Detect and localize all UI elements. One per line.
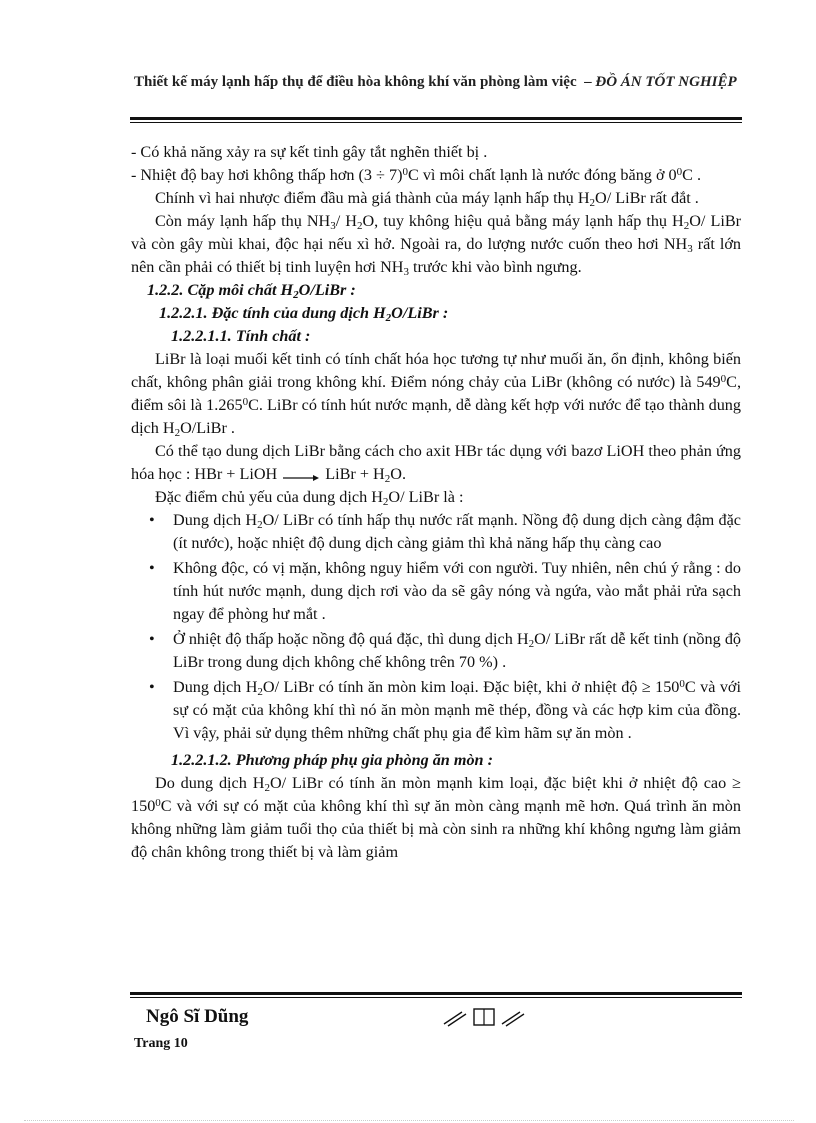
page-body bbox=[131, 141, 741, 864]
paragraph: Còn máy lạnh hấp thụ $NH_3/$ $H_2O$, tuy không hiệu quả bằng máy lạnh hấp thụ $H_2O/$ LiBr và còn gây mùi khai, độc hại nếu xì hở. Ngoài ra, do lượng nước cuốn theo hơi $NH_3$ rất lớn nên cần phải có thiết bị tinh luyện hơi $NH_3$ trước khi vào bình ngưng. bbox=[131, 212, 742, 278]
header-rule bbox=[130, 117, 742, 123]
paragraph: - Nhiệt độ bay hơi không thấp hơn $(3 \div 7)^0C$ vì môi chất lạnh là nước đóng băng ở $0^0C$ . bbox=[131, 166, 702, 184]
header-suffix: ĐỒ ÁN TỐT NGHIỆP bbox=[595, 74, 737, 90]
header-title: Thiết kế máy lạnh hấp thụ để điều hòa không khí văn phòng làm việc bbox=[134, 74, 577, 90]
bullet-icon: • bbox=[149, 511, 155, 529]
paragraph: - Có khả năng xảy ra sự kết tinh gây tắt nghẽn thiết bị . bbox=[131, 143, 488, 161]
paragraph: Đặc điểm chủ yếu của dung dịch $H_2O/$ LiBr là : bbox=[155, 488, 464, 508]
list-item: • Ở nhiệt độ thấp hoặc nồng độ quá đặc, thì dung dịch $H_2O/$ LiBr rất dễ kết tinh (nồng độ LiBr trong dung dịch không chế không trên 70 %) . bbox=[149, 630, 742, 671]
page-number: Trang 10 bbox=[134, 1036, 188, 1051]
page-header: Thiết kế máy lạnh hấp thụ để điều hòa không khí văn phòng làm việc – ĐỒ ÁN TỐT NGHIỆP bbox=[134, 74, 737, 90]
section-heading: 1.2.2. Cặp môi chất $H_2O$/LiBr : bbox=[147, 281, 356, 301]
list-item: • Không độc, có vị mặn, không nguy hiểm với con người. Tuy nhiên, nên chú ý rằng : do tính hút nước mạnh, dung dịch rơi vào da sẽ gây nóng và ngứa, vào mắt phải rửa sạch ngay để phòng hư mắt . bbox=[149, 559, 741, 623]
bullet-icon: • bbox=[149, 678, 155, 696]
page-bottom-border bbox=[24, 1120, 794, 1121]
book-ornament-icon bbox=[440, 1004, 530, 1030]
reaction-arrow-icon bbox=[283, 469, 319, 481]
bullet-list bbox=[131, 509, 741, 745]
section-heading: 1.2.2.1.1. Tính chất : bbox=[171, 327, 311, 345]
bullet-icon: • bbox=[149, 559, 155, 577]
paragraph: Chính vì hai nhược điểm đầu mà giá thành của máy lạnh hấp thụ $H_2O/$ LiBr rất đắt . bbox=[155, 189, 699, 209]
section-heading: 1.2.2.1.2. Phương pháp phụ gia phòng ăn mòn : bbox=[171, 751, 493, 769]
footer-rule bbox=[130, 992, 742, 998]
paragraph: Do dung dịch $H_2O/$ LiBr có tính ăn mòn mạnh kim loại, đặc biệt khi ở nhiệt độ cao ≥ $150^0C$ và với sự có mặt của không khí thì sự ăn mòn càng mạnh mẽ hơn. Quá trình ăn mòn không những làm giảm tuổi thọ của thiết bị mà còn sinh ra những khí không ngưng làm giảm độ chân không trong thiết bị và làm giảm bbox=[131, 774, 741, 861]
list-item: • Dung dịch $H_2O/$ LiBr có tính ăn mòn kim loại. Đặc biệt, khi ở nhiệt độ ≥ $150^0C$ và với sự có mặt của không khí thì nó ăn mòn mạnh mẽ thép, đồng và các hợp kim của đồng. Vì vậy, phải sử dụng thêm những chất phụ gia để kìm hãm sự ăn mòn . bbox=[149, 678, 741, 742]
list-item: • Dung dịch $H_2O/$ LiBr có tính hấp thụ nước rất mạnh. Nồng độ dung dịch càng đậm đặc (ít nước), hoặc nhiệt độ dung dịch càng giảm thì khả năng hấp thụ càng cao bbox=[149, 511, 741, 552]
footer-author: Ngô Sĩ Dũng bbox=[146, 1006, 249, 1027]
paragraph: Có thể tạo dung dịch LiBr bằng cách cho axit HBr tác dụng với bazơ LiOH theo phản ứng hóa học : HBr + LiOH LiBr + $H_2O$. bbox=[131, 442, 741, 485]
paragraph: LiBr là loại muối kết tinh có tính chất hóa học tương tự như muối ăn, ổn định, không biến chất, không phân giải trong không khí. Điểm nóng chảy của LiBr (không có nước) là $549^0C$, điểm sôi là 1.265$^0$C. LiBr có tính hút nước mạnh, dễ dàng kết hợp với nước để tạo thành dung dịch $H_2O$/LiBr . bbox=[131, 350, 741, 439]
bullet-icon: • bbox=[149, 630, 155, 648]
section-heading: 1.2.2.1. Đặc tính của dung dịch $H_2O$/LiBr : bbox=[159, 304, 449, 324]
